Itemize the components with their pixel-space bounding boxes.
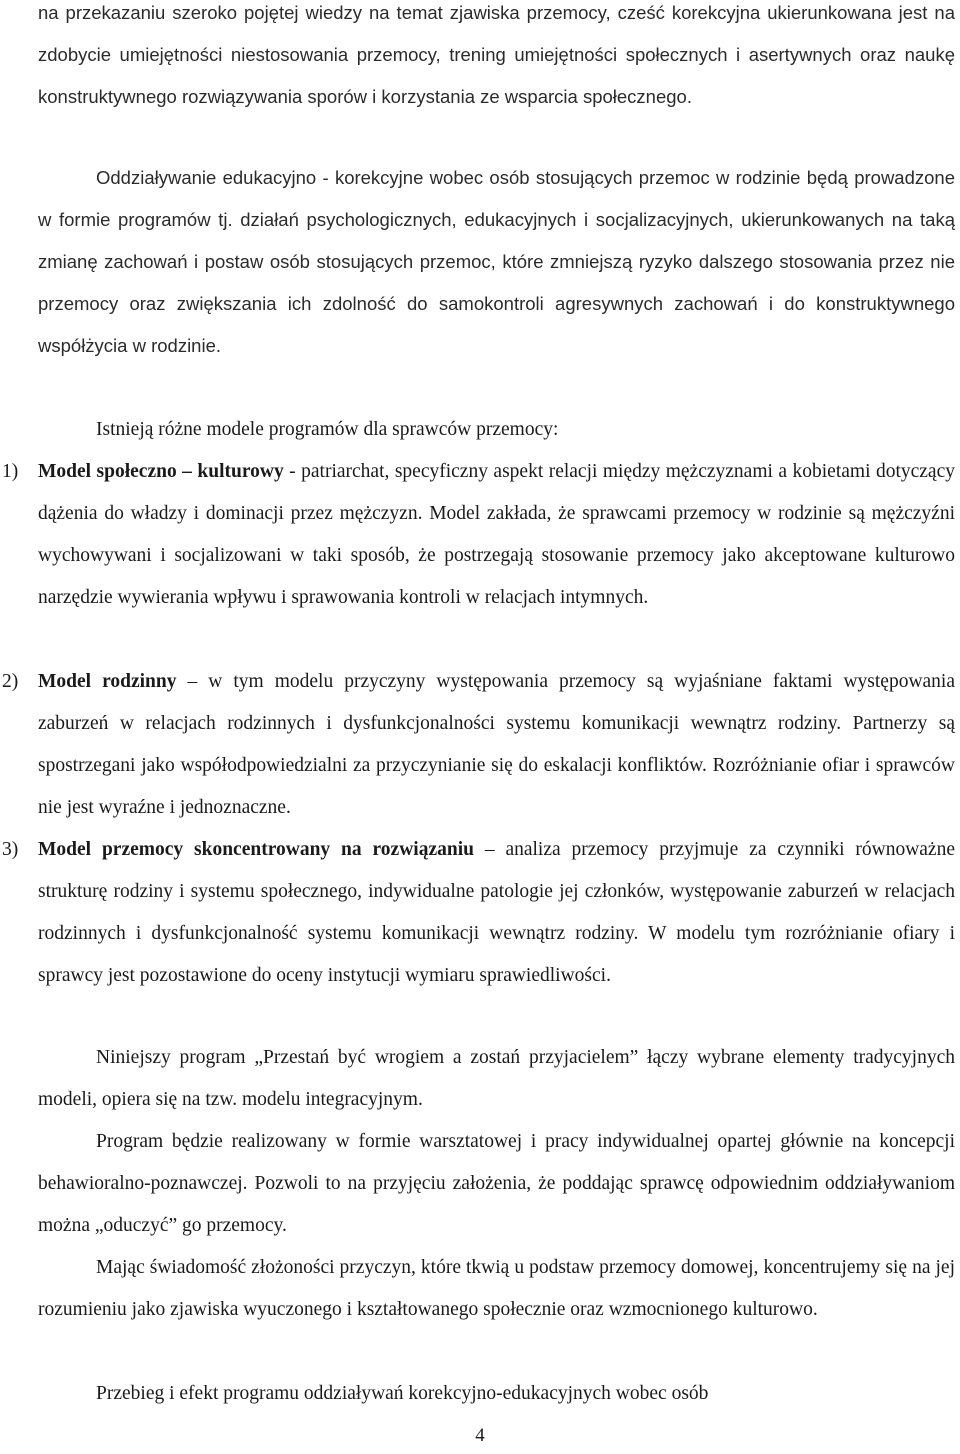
model-description: - patriarchat, specyficzny aspekt relacji między mężczyznami a kobietami dotyczący dążenia do władzy i dominacji przez mężczyzn. Model zakłada, że sprawcami przemocy w rodzinie są mężczyźni wychowywani i socjalizowani w taki sposób, że postrzegają stosowanie przemocy jako akceptowane kulturowo narzędzie wywierania wpływu i sprawowania kontroli w relacjach intymnych. <box>38 461 955 608</box>
paragraph-awareness <box>38 1247 955 1331</box>
paragraph-interventions <box>38 157 955 367</box>
paragraph-program-form <box>38 1121 955 1247</box>
list-body <box>38 661 955 829</box>
paragraph-text: Oddziaływanie edukacyjno - korekcyjne wobec osób stosujących przemoc w rodzinie będą prowadzone w formie programów tj. działań psychologicznych, edukacyjnych i socjalizacyjnych, ukierunkowanych na taką zmianę zachowań i postaw osób stosujących przemoc, które zmniejszą ryzyko dalszego stosowania przez nie przemocy oraz zwiększania ich zdolność do samokontroli agresywnych zachowań i do konstruktywnego współżycia w rodzinie. <box>38 167 955 356</box>
paragraph-text: Przebieg i efekt programu oddziaływań korekcyjno-edukacyjnych wobec osób <box>96 1383 709 1404</box>
list-number: 2) <box>2 671 19 692</box>
list-body <box>38 829 955 997</box>
paragraph-text: Program będzie realizowany w formie warsztatowej i pracy indywidualnej opartej głównie na koncepcji behawioralno-poznawczej. Pozwoli to na przyjęciu założenia, że poddając sprawcę odpowiednim oddziaływaniom można „oduczyć” go przemocy. <box>38 1131 955 1236</box>
paragraph-text: na przekazaniu szeroko pojętej wiedzy na temat zjawiska przemocy, cześć korekcyjna ukierunkowana jest na zdobycie umiejętności niestosowania przemocy, trening umiejętności społecznych i asertywnych oraz naukę konstruktywnego rozwiązywania sporów i korzystania ze wsparcia społecznego. <box>38 2 955 107</box>
list-item-model-1 <box>0 451 955 619</box>
list-number: 3) <box>2 839 19 860</box>
paragraph-text: Mając świadomość złożoności przyczyn, które tkwią u podstaw przemocy domowej, koncentrujemy się na jej rozumieniu jako zjawiska wyuczonego i kształtowanego społecznie oraz wzmocnionego kulturowo. <box>38 1257 955 1320</box>
list-body <box>38 451 955 619</box>
list-number: 1) <box>2 461 19 482</box>
paragraph-text: Istnieją różne modele programów dla sprawców przemocy: <box>96 419 559 440</box>
model-description: – w tym modelu przyczyny występowania przemocy są wyjaśniane faktami występowania zaburzeń w relacjach rodzinnych i dysfunkcjonalności systemu komunikacji wewnątrz rodziny. Partnerzy są spostrzegani jako współodpowiedzialni za przyczynianie się do eskalacji konfliktów. Rozróżnianie ofiar i sprawców nie jest wyraźne i jednoznaczne. <box>38 671 956 818</box>
paragraph-text: Niniejszy program „Przestań być wrogiem a zostań przyjacielem” łączy wybrane elementy tradycyjnych modeli, opiera się na tzw. modelu integracyjnym. <box>38 1047 955 1110</box>
model-title: Model rodzinny <box>38 671 177 692</box>
model-description: – analiza przemocy przyjmuje za czynniki równoważne strukturę rodziny i systemu społecznego, indywidualne patologie jej członków, występowanie zaburzeń w relacjach rodzinnych i dysfunkcjonalność systemu komunikacji wewnątrz rodziny. W modelu tym rozróżnianie ofiary i sprawcy jest pozostawione do oceny instytucji wymiaru sprawiedliwości. <box>38 839 955 986</box>
paragraph-intro <box>38 0 955 118</box>
model-title: Model przemocy skoncentrowany na rozwiązaniu <box>38 839 474 860</box>
paragraph-program-course <box>38 1373 955 1415</box>
model-title: Model społeczno – kulturowy <box>38 461 284 482</box>
page-number: 4 <box>475 1425 485 1446</box>
list-item-model-3 <box>0 829 955 997</box>
paragraph-models-intro <box>38 409 955 451</box>
paragraph-program-name <box>38 1037 955 1121</box>
list-item-model-2 <box>0 661 955 829</box>
